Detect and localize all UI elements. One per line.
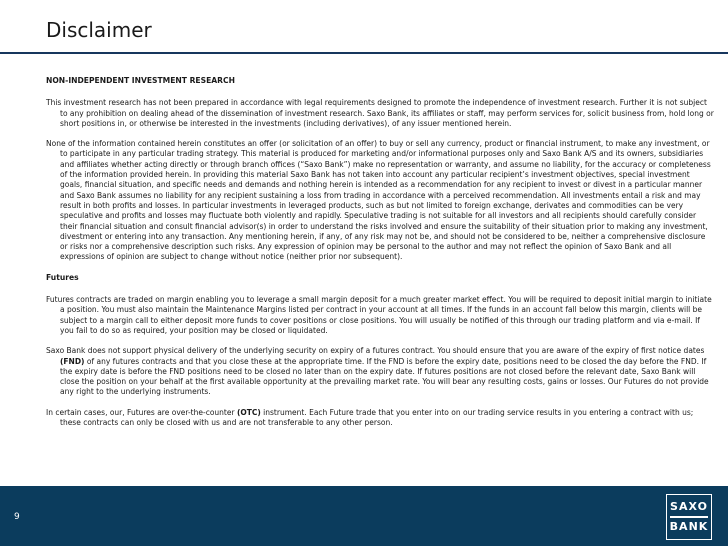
logo-text-top: SAXO: [670, 500, 708, 514]
section-heading-non-independent-research: NON-INDEPENDENT INVESTMENT RESEARCH: [46, 76, 235, 85]
disclaimer-body: [46, 76, 714, 438]
paragraph-research-independence: This investment research has not been prepared in accordance with legal requirements designed to promote the independence of investment research. Further it is not subject to any prohibition on dealing ahead of the dissemination of investment research. Saxo Bank, its affiliates or staff, may perform services for, solicit business from, hold long or short positions in, or otherwise be interested in the investments (including derivatives), of any issuer mentioned herein.: [46, 98, 714, 128]
page-number: 9: [14, 512, 20, 522]
page-title: Disclaimer: [46, 18, 152, 42]
section-heading-futures: Futures: [46, 272, 79, 282]
paragraph-futures-margin: Futures contracts are traded on margin enabling you to leverage a small margin deposit for a much greater market effect. You will be required to deposit initial margin to initiate a position. You must also maintain the Maintenance Margins listed per contract in your account at all times. If the funds in an account fall below this margin, clients will be subject to a margin call to either deposit more funds to cover positions or close positions. You will usually be notified of this through our trading platform and via e-mail. If you fail to do so as required, your position may be closed or liquidated.: [46, 295, 712, 335]
paragraph-physical-delivery: [46, 346, 714, 397]
text-span: instrument. Each Future trade that you enter into on our trading service results in you entering a contract with us; these contracts can only be closed with us and are not transferable to any other person.: [60, 407, 694, 428]
paragraph-no-offer: None of the information contained herein constitutes an offer (or solicitation of an offer) to buy or sell any currency, product or financial instrument, to make any investment, or to participate in any particular trading strategy. This material is produced for marketing and/or informational purposes only and Saxo Bank A/S and its owners, subsidiaries and affiliates whether acting directly or through branch offices (“Saxo Bank”) make no representation or warranty, and assume no liability, for the accuracy or completeness of the information provided herein. In providing this material Saxo Bank has not taken into account any particular recipient’s investment objectives, special investment goals, financial situation, and specific needs and demands and nothing herein is intended as a recommendation for any recipient to invest or divest in a particular manner and Saxo Bank assumes no liability for any recipient sustaining a loss from trading in accordance with a perceived recommendation. All investments entail a risk and may result in both profits and losses. In particular investments in leveraged products, such as but not limited to foreign exchange, derivates and commodities can be very speculative and profits and losses may fluctuate both violently and rapidly. Speculative trading is not suitable for all investors and all recipients should carefully consider their financial situation and consult financial advisor(s) in order to understand the risks involved and ensure the suitability of their situation prior to making any investment, divestment or entering into any transaction. Any mentioning herein, if any, of any risk may not be, and should not be considered to be, neither a comprehensive disclosure or risks nor a comprehensive description such risks. Any expression of opinion may be personal to the author and may not reflect the opinion of Saxo Bank and all expressions of opinion are subject to change without notice (neither prior nor subsequent).: [46, 139, 711, 262]
bold-term-fnd: (FND): [60, 356, 85, 366]
text-span: In certain cases, our, Futures are over-the-counter: [46, 407, 237, 417]
logo-text-bottom: BANK: [669, 519, 709, 533]
bold-term-otc: (OTC): [236, 407, 261, 417]
text-span: of any futures contracts and that you close these at the appropriate time. If the FND is before the expiry date, positions need to be closed the day before the FND. If the expiry date is before the FND positions need to be closed no later than on the expiry date. If futures positions are not closed before the relevant date, Saxo Bank will close the position on your behalf at the first available opportunity at the prevailing market rate. You will bear any resulting costs, gains or losses. Our Futures do not provide any right to the underlying instruments.: [60, 356, 709, 397]
title-divider: [0, 52, 728, 54]
footer-bar: [0, 486, 728, 546]
text-span: Saxo Bank does not support physical delivery of the underlying security on expiry of a futures contract. You should ensure that you are aware of the expiry of first notice dates: [46, 346, 705, 356]
saxo-bank-logo: [666, 494, 712, 540]
paragraph-otc: [46, 408, 714, 429]
logo-divider: [670, 516, 708, 518]
